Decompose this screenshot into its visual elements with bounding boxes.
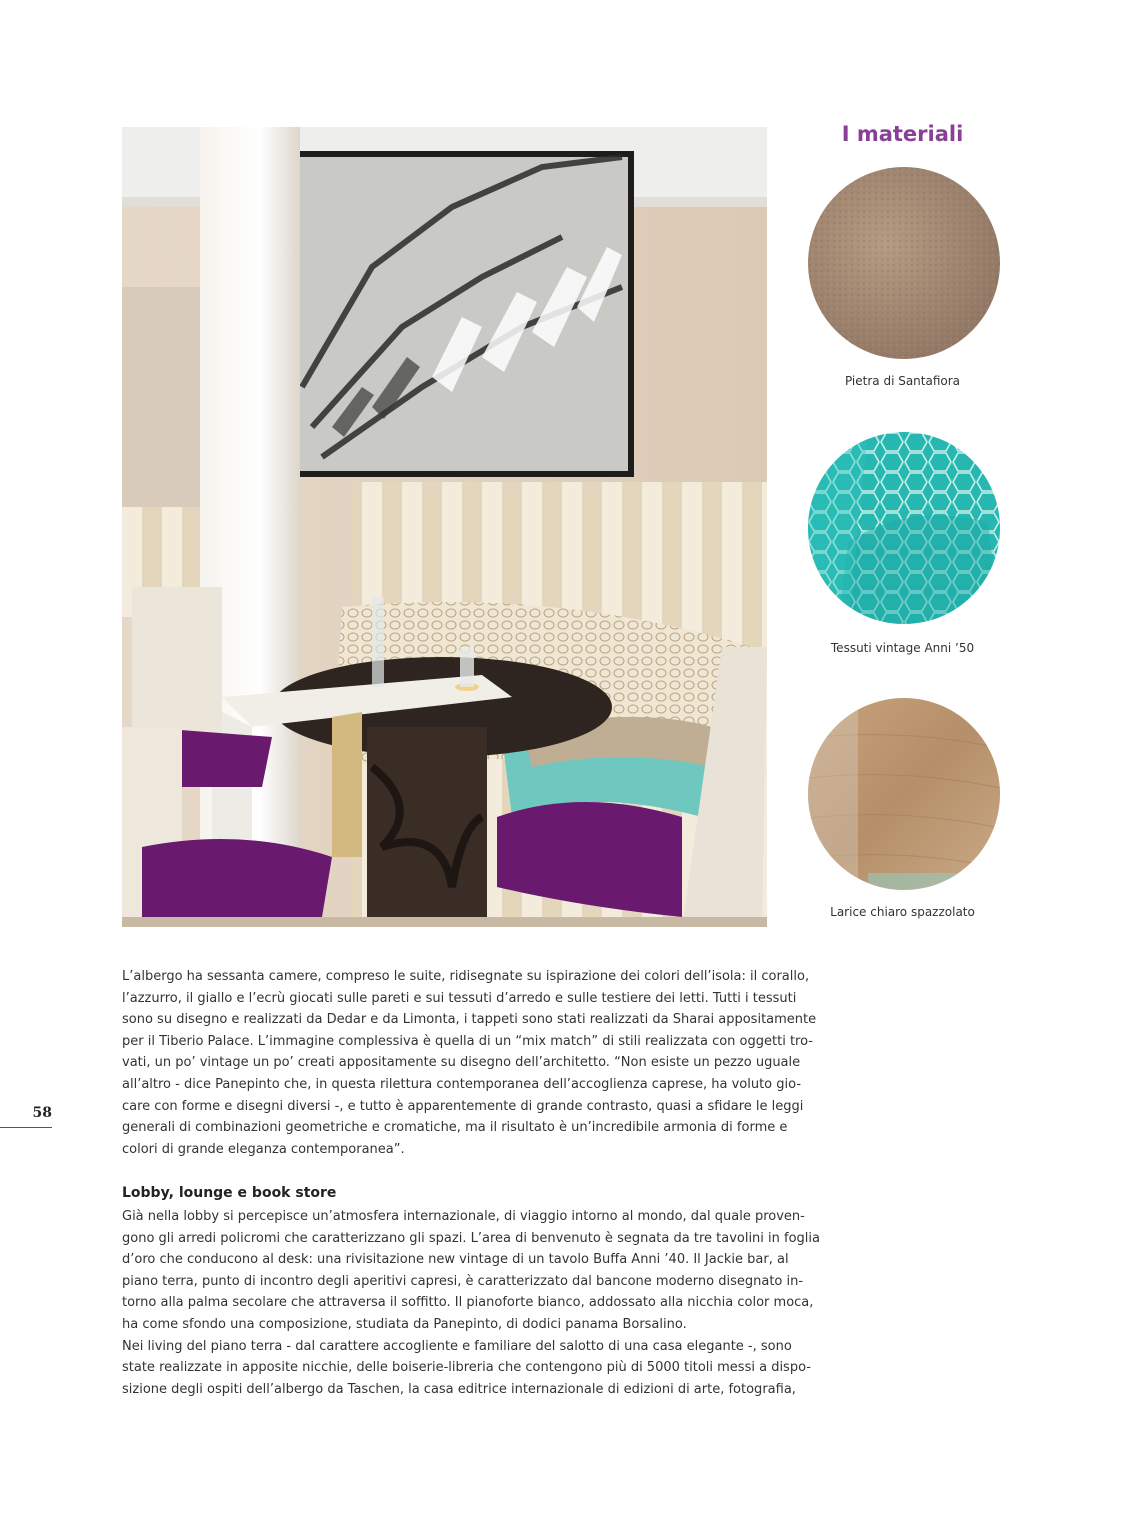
text-line: Nei living del piano terra - dal carattere accogliente e familiare del salotto di una casa elegante -, sono bbox=[122, 1338, 792, 1354]
text-line: Già nella lobby si percepisce un’atmosfera internazionale, di viaggio intorno al mondo, dal quale proven- bbox=[122, 1209, 805, 1224]
text-line: ha come sfondo una composizione, studiata da Panepinto, di dodici panama Borsalino. bbox=[122, 1316, 687, 1332]
wood-swatch-image bbox=[808, 698, 1000, 890]
text-line: all’altro - dice Panepinto che, in questa rilettura contemporanea dell’accoglienza caprese, ha voluto gio- bbox=[122, 1076, 802, 1092]
text-line: piano terra, punto di incontro degli aperitivi capresi, è caratterizzato dal bancone moderno disegnato in- bbox=[122, 1273, 804, 1289]
fabric-swatch-image bbox=[808, 432, 1000, 624]
page-number: 58 bbox=[32, 1105, 52, 1121]
text-line: vati, un po’ vintage un po’ creati appositamente su disegno dell’architetto. “Non esiste un pezzo uguale bbox=[122, 1055, 801, 1071]
text-line: generali di combinazioni geometriche e cromatiche, ma il risultato è un’incredibile armonia di forme e bbox=[122, 1120, 788, 1136]
swatch-caption-stone: Pietra di Santafiora bbox=[844, 374, 961, 388]
restaurant-photo bbox=[122, 127, 767, 927]
text-line: gono gli arredi policromi che caratterizzano gli spazi. L’area di benvenuto è segnata da tre tavolini in foglia bbox=[122, 1230, 821, 1246]
text-line: per il Tiberio Palace. L’immagine complessiva è quella di un “mix match” di stili realizzata con oggetti tro- bbox=[122, 1033, 813, 1049]
text-line: colori di grande eleganza contemporanea”. bbox=[122, 1141, 405, 1157]
text-line: care con forme e disegni diversi -, e tutto è apparentemente di grande contrasto, quasi a sfidare le leggi bbox=[122, 1098, 804, 1114]
page-number-rule bbox=[0, 1127, 52, 1128]
swatch-caption-fabric: Tessuti vintage Anni ’50 bbox=[830, 641, 975, 655]
materials-title: I materiali bbox=[841, 122, 964, 146]
stone-swatch-image bbox=[808, 167, 1000, 359]
text-line: sizione degli ospiti dell’albergo da Taschen, la casa editrice internazionale di edizioni di arte, fotografia, bbox=[122, 1381, 796, 1397]
text-line: d’oro che conducono al desk: una rivisitazione new vintage di un tavolo Buffa Anni ’40. Il Jackie bar, al bbox=[122, 1252, 789, 1268]
text-line: sono su disegno e realizzati da Dedar e da Limonta, i tappeti sono stati realizzati da Sharai appositamente bbox=[122, 1012, 817, 1028]
paragraph-intro bbox=[122, 966, 817, 1160]
swatch-caption-wood: Larice chiaro spazzolato bbox=[830, 905, 975, 919]
text-line: state realizzate in apposite nicchie, delle boiserie-libreria che contengono più di 5000 titoli messi a dispo- bbox=[122, 1360, 811, 1376]
text-line: l’azzurro, il giallo e l’ecrù giocati sulle pareti e sui tessuti d’arredo e sulle testiere dei letti. Tutti i tessuti bbox=[122, 990, 797, 1006]
text-line: torno alla palma secolare che attraversa il soffitto. Il pianoforte bianco, addossato alla nicchia color moca, bbox=[122, 1295, 814, 1311]
paragraph-lobby bbox=[122, 1206, 821, 1400]
text-line: L’albergo ha sessanta camere, compreso le suite, ridisegnate su ispirazione dei colori dell’isola: il corallo, bbox=[122, 969, 810, 984]
section-heading: Lobby, lounge e book store bbox=[122, 1185, 337, 1201]
